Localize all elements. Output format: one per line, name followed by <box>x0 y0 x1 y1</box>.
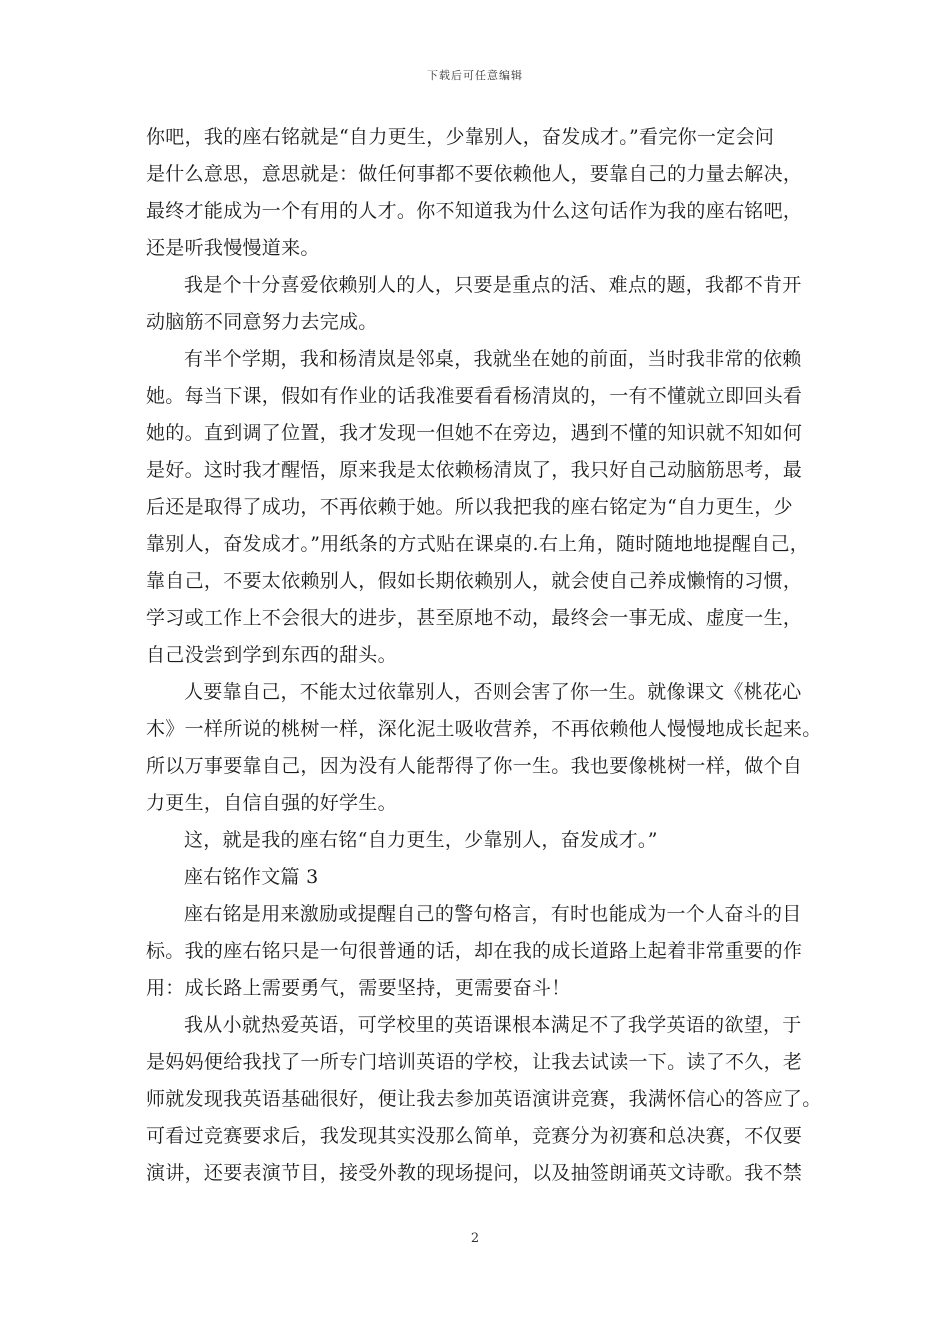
text-line: 自己没尝到学到东西的甜头。 <box>146 644 397 666</box>
text-line: 学习或工作上不会很大的进步，甚至原地不动，最终会一事无成、虚度一生， <box>146 607 803 629</box>
page-number: 2 <box>470 1231 480 1246</box>
text-line: 还是听我慢慢道来。 <box>146 237 320 259</box>
text-line: 是什么意思，意思就是：做任何事都不要依赖他人，要靠自己的力量去解决， <box>146 163 803 185</box>
text-line: 动脑筋不同意努力去完成。 <box>146 311 378 333</box>
text-line: 标。我的座右铭只是一句很普通的话，却在我的成长道路上起着非常重要的作 <box>146 940 803 962</box>
text-line: 这，就是我的座右铭“自力更生，少靠别人，奋发成才。” <box>184 829 658 851</box>
document-body <box>146 119 826 1192</box>
text-line: 她。每当下课，假如有作业的话我准要看看杨清岚的，一有不懂就立即回头看 <box>146 385 803 407</box>
text-line: 是妈妈便给我找了一所专门培训英语的学校，让我去试读一下。读了不久，老 <box>146 1051 803 1073</box>
text-line: 座右铭作文篇 3 <box>184 866 319 888</box>
text-line: 所以万事要靠自己，因为没有人能帮得了你一生。我也要像桃树一样，做个自 <box>146 755 803 777</box>
text-line: 是好。这时我才醒悟，原来我是太依赖杨清岚了，我只好自己动脑筋思考，最 <box>146 459 803 481</box>
text-line: 靠自己，不要太依赖别人，假如长期依赖别人，就会使自己养成懒惰的习惯， <box>146 570 803 592</box>
text-line: 你吧，我的座右铭就是“自力更生，少靠别人，奋发成才。”看完你一定会问 <box>146 126 775 148</box>
text-line: 演讲，还要表演节目，接受外教的现场提问，以及抽签朗诵英文诗歌。我不禁 <box>146 1162 803 1184</box>
text-line: 最终才能成为一个有用的人才。你不知道我为什么这句话作为我的座右铭吧， <box>146 200 803 222</box>
text-line: 人要靠自己，不能太过依靠别人，否则会害了你一生。就像课文《桃花心 <box>184 681 802 703</box>
text-line: 座右铭是用来激励或提醒自己的警句格言，有时也能成为一个人奋斗的目 <box>184 903 802 925</box>
text-line: 木》一样所说的桃树一样，深化泥土吸收营养，不再依赖他人慢慢地成长起来。 <box>146 718 822 740</box>
text-line: 靠别人，奋发成才。”用纸条的方式贴在课桌的.右上角，随时随地地提醒自己， <box>146 533 810 555</box>
text-line: 我从小就热爱英语，可学校里的英语课根本满足不了我学英语的欲望，于 <box>184 1014 802 1036</box>
text-line: 可看过竞赛要求后，我发现其实没那么简单，竞赛分为初赛和总决赛，不仅要 <box>146 1125 803 1147</box>
text-line: 后还是取得了成功，不再依赖于她。所以我把我的座右铭定为“自力更生，少 <box>146 496 793 518</box>
text-line: 她的。直到调了位置，我才发现一但她不在旁边，遇到不懂的知识就不知如何 <box>146 422 803 444</box>
text-line: 师就发现我英语基础很好，便让我去参加英语演讲竞赛，我满怀信心的答应了。 <box>146 1088 822 1110</box>
text-line: 用：成长路上需要勇气，需要坚持，更需要奋斗！ <box>146 977 571 999</box>
text-line: 有半个学期，我和杨清岚是邻桌，我就坐在她的前面，当时我非常的依赖 <box>184 348 802 370</box>
text-line: 我是个十分喜爱依赖别人的人，只要是重点的活、难点的题，我都不肯开 <box>184 274 802 296</box>
page-header: 下载后可任意编辑 <box>427 69 523 82</box>
text-line: 力更生，自信自强的好学生。 <box>146 792 397 814</box>
